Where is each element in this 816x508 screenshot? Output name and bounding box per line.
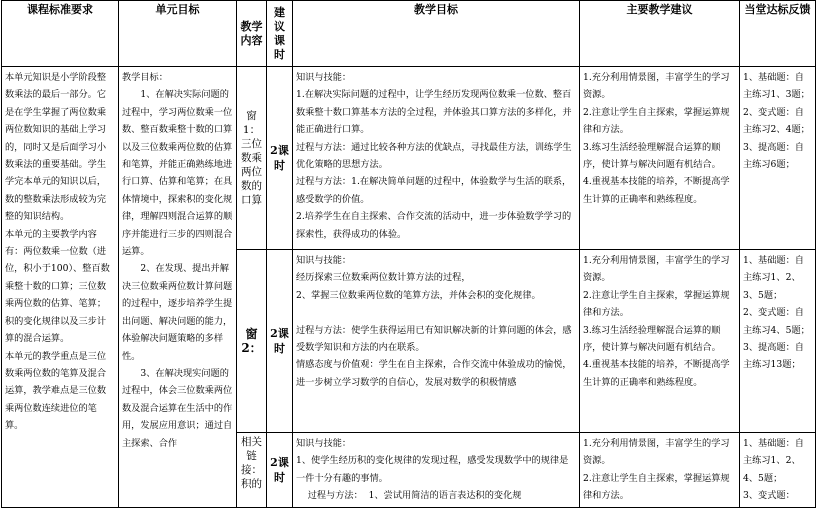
header-course-standard: 课程标准要求 — [2, 1, 119, 67]
course-standard-para: 本单元的教学重点是三位数乘两位数的笔算及混合运算，教学难点是三位数乘两位数连续进位的笔算。 — [5, 350, 107, 432]
table-row — [2, 67, 816, 250]
feedback-cell: 1、基础题：自主练习1、2、3、5题； 2、变式题：自主练习4、5题； 3、提高题：自主练习13题； — [740, 250, 816, 433]
header-teaching-goal: 教学目标 — [293, 1, 580, 67]
header-feedback: 当堂达标反馈 — [740, 1, 816, 67]
unit-goal-item: 2、在发现、提出并解决三位数乘两位数计算问题的过程中，逐步培养学生提出问题、解决问题的能力，体验解决问题策略的多样性。 — [122, 263, 233, 362]
suggestion-cell: 1.充分利用情景图，丰富学生的学习资源。 2.注意让学生自主探索，掌握运算规律和方法。 — [580, 433, 740, 508]
suggestion-cell: 1.充分利用情景图，丰富学生的学习资源。 2.注意让学生自主探索，掌握运算规律和方法。 3.练习生活经验理解混合运算的顺序，使计算与解决问题有机结合。 4.重视基本技能的培养，不断提高学生计算的正确率和熟练程度。 — [580, 67, 740, 250]
goal-cell: 知识与技能： 经历探索三位数乘两位数计算方法的过程， 2、掌握三位数乘两位数的笔算方法，并体会积的变化规律。 过程与方法：使学生获得运用已有知识解决新的计算问题的体会，感受数学知识和方法的内在联系。 情感态度与价值观：学生在自主探索，合作交流中体验成功的愉悦，进一步树立学习数学的自信心，发展对数学的积极情感 — [293, 250, 580, 433]
unit-goal-cell — [119, 67, 237, 508]
hours-cell: 2课时 — [267, 250, 293, 433]
suggestion-cell: 1.充分利用情景图，丰富学生的学习资源。 2.注意让学生自主探索，掌握运算规律和方法。 3.练习生活经验理解混合运算的顺序，使计算与解决问题有机结合。 4.重视基本技能的培养，不断提高学生计算的正确率和熟练程度。 — [580, 250, 740, 433]
unit-goal-item: 1、在解决实际问题的过程中，学习两位数乘一位数、整百数乘整十数的口算以及三位数乘两位数的估算和笔算，并能正确熟练地进行口算、估算和笔算；在具体情境中，探索积的变化规律，理解四则混合运算的顺序并能进行三步的四则混合运算。 — [122, 89, 233, 258]
feedback-cell: 1、基础题：自主练习1、2、4、5题； 3、变式题： — [740, 433, 816, 508]
lesson-plan-table — [1, 0, 816, 508]
unit-goal-item: 3、在解决现实问题的过程中，体会三位数乘两位数及混合运算在生活中的作用，发展应用意识；通过自主探索、合作 — [122, 367, 233, 449]
unit-goal-title: 教学目标： — [122, 72, 168, 83]
goal-cell: 知识与技能： 1.在解决实际问题的过程中，让学生经历发现两位数乘一位数、整百数乘整十数口算基本方法的全过程，并体验其口算方法的多样化，并能正确进行口算。 过程与方法：通过比较各种方法的优缺点，寻找最佳方法，训练学生优化策略的思想方法。 过程与方法：1.在解决简单问题的过程中，体验数学与生活的联系，感受数学的价值。 2.培养学生在自主探索、合作交流的活动中，进一步体验数学学习的探索性，获得成功的体验。 — [293, 67, 580, 250]
header-unit-goal: 单元目标 — [119, 1, 237, 67]
content-cell: 窗2： — [237, 250, 267, 433]
course-standard-para: 本单元知识是小学阶段整数乘法的最后一部分。它是在学生掌握了两位数乘两位数知识的基础上学习的，同时又是后面学习小数乘法的重要基础。学生学完本单元的知识以后，数的整数乘法形成较为完整的知识结构。 — [5, 72, 107, 223]
content-cell: 窗1：三位数乘两位数的口算 — [237, 67, 267, 250]
course-standard-para: 本单元的主要教学内容有：两位数乘一位数（进位，积小于100）、整百数乘整十数的口算；三位数乘两位数的估算、笔算；积的变化规律以及三步计算的混合运算。 — [5, 228, 110, 345]
feedback-cell: 1、基础题：自主练习1、3题； 2、变式题：自主练习2、4题； 3、提高题：自主练习6题； — [740, 67, 816, 250]
header-suggestion: 主要教学建议 — [580, 1, 740, 67]
content-cell: 相关链接：积的 — [237, 433, 267, 508]
header-hours: 建议课时 — [267, 1, 293, 67]
hours-cell: 2课时 — [267, 433, 293, 508]
header-content: 教学内容 — [237, 1, 267, 67]
hours-cell: 2课时 — [267, 67, 293, 250]
course-standard-cell — [2, 67, 119, 508]
header-row — [2, 1, 816, 67]
goal-cell: 知识与技能： 1、使学生经历积的变化规律的发现过程，感受发现数学中的规律是一件十分有趣的事情。 过程与方法： 1、尝试用简洁的语言表达积的变化规 — [293, 433, 580, 508]
